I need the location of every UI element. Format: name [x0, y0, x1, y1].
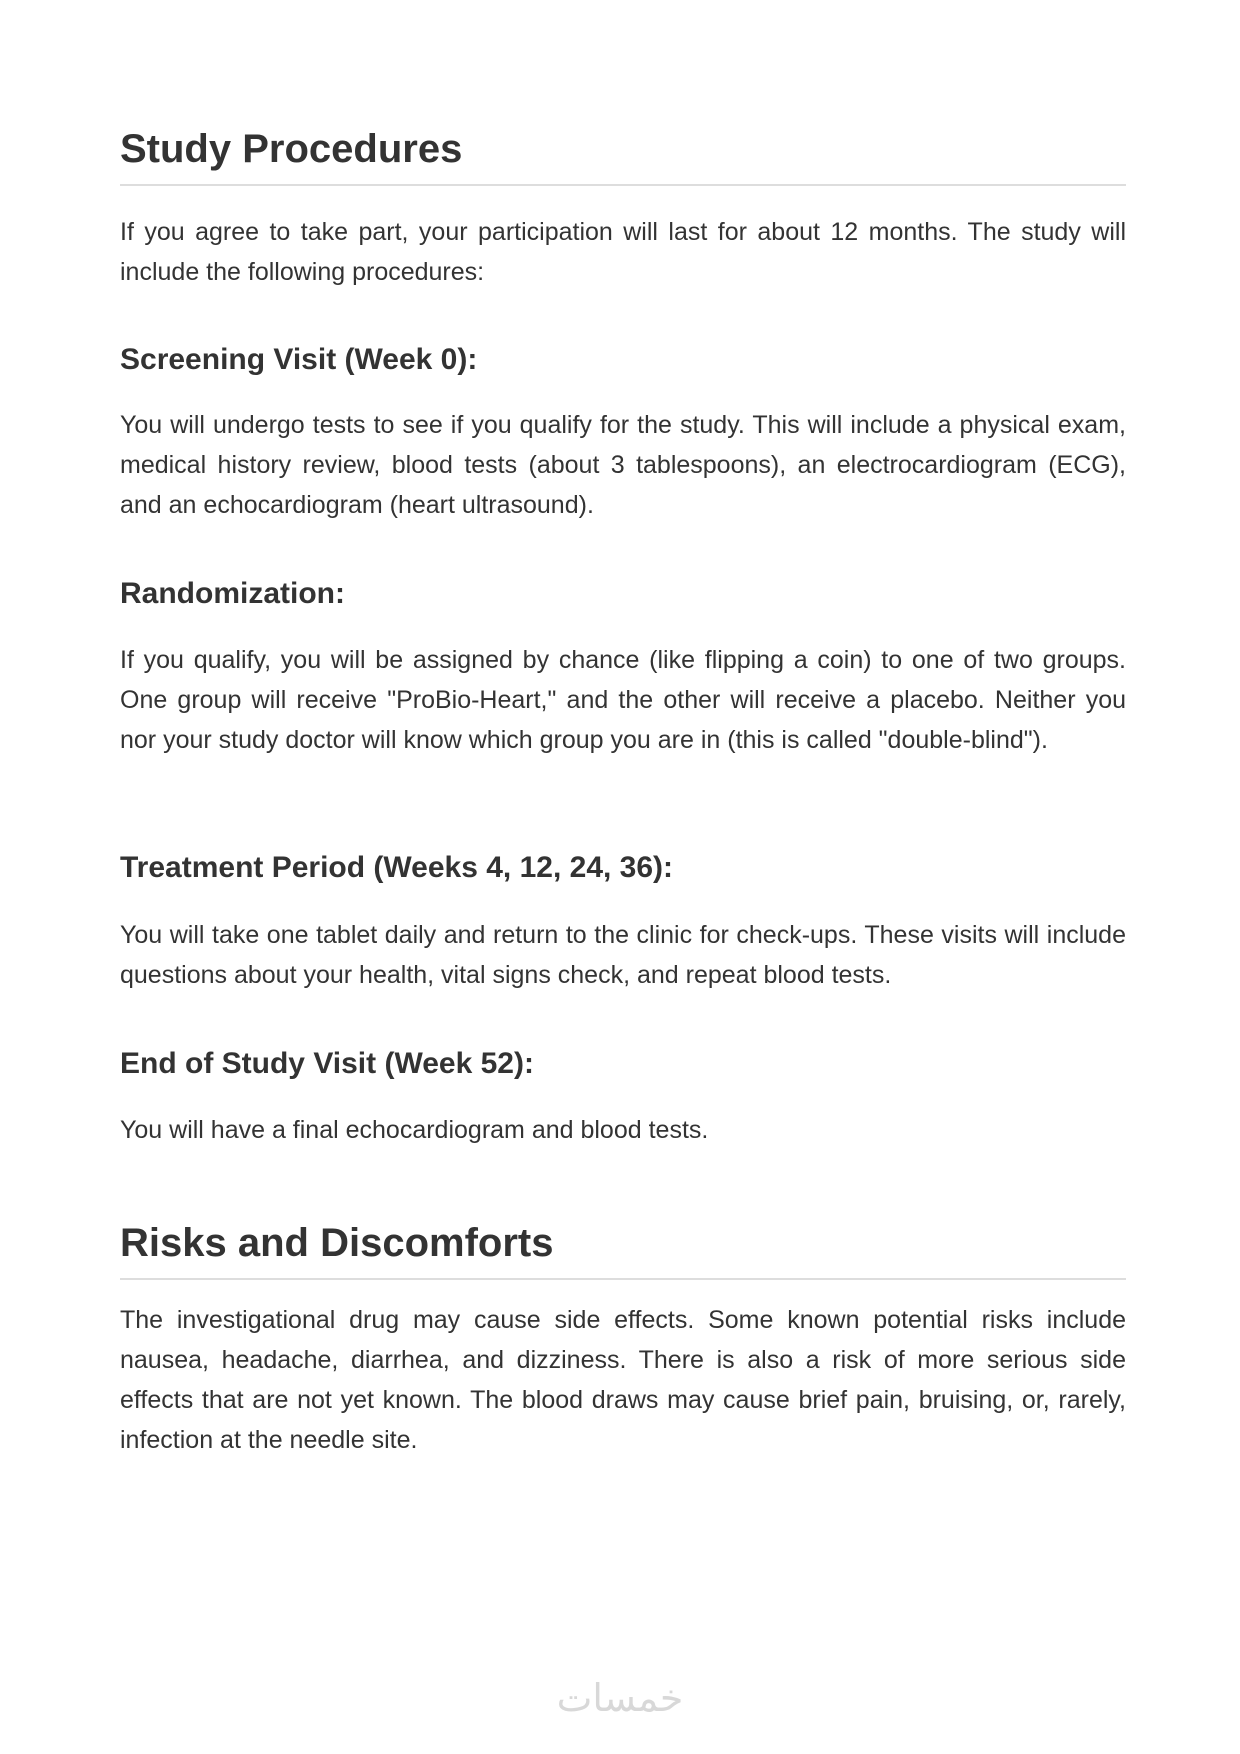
subsection-title-end-of-study: End of Study Visit (Week 52):: [120, 1047, 534, 1080]
subsection-title-treatment-period: Treatment Period (Weeks 4, 12, 24, 36):: [120, 851, 674, 884]
subsection-text-end-of-study: You will have a final echocardiogram and blood tests.: [120, 1116, 709, 1144]
subsection-text-treatment-period: You will take one tablet daily and return to the clinic for check-ups. These visits will include questions about your health, vital signs check, and repeat blood tests.: [120, 921, 1126, 989]
study-procedures-intro: If you agree to take part, your participation will last for about 12 months. The study will include the following procedures:: [120, 218, 1126, 286]
watermark-logo: خمسات: [556, 1676, 684, 1720]
subsection-text-screening-visit: You will undergo tests to see if you qualify for the study. This will include a physical exam, medical history review, blood tests (about 3 tablespoons), an electrocardiogram (ECG), and an echocardiogram (heart ultrasound).: [120, 411, 1126, 519]
subsection-text-randomization: If you qualify, you will be assigned by chance (like flipping a coin) to one of two groups. One group will receive "ProBio-Heart," and the other will receive a placebo. Neither you nor your study doctor will know which group you are in (this is called "double-blind").: [120, 646, 1126, 754]
subsection-title-randomization: Randomization:: [120, 577, 345, 610]
section-title-risks-and-discomforts: Risks and Discomforts: [120, 1218, 1126, 1280]
subsection-title-screening-visit: Screening Visit (Week 0):: [120, 343, 478, 376]
section-title-study-procedures: Study Procedures: [120, 124, 1126, 186]
risks-and-discomforts-text: The investigational drug may cause side effects. Some known potential risks include nausea, headache, diarrhea, and dizziness. There is also a risk of more serious side effects that are not yet known. The blood draws may cause brief pain, bruising, or, rarely, infection at the needle site.: [120, 1306, 1126, 1454]
